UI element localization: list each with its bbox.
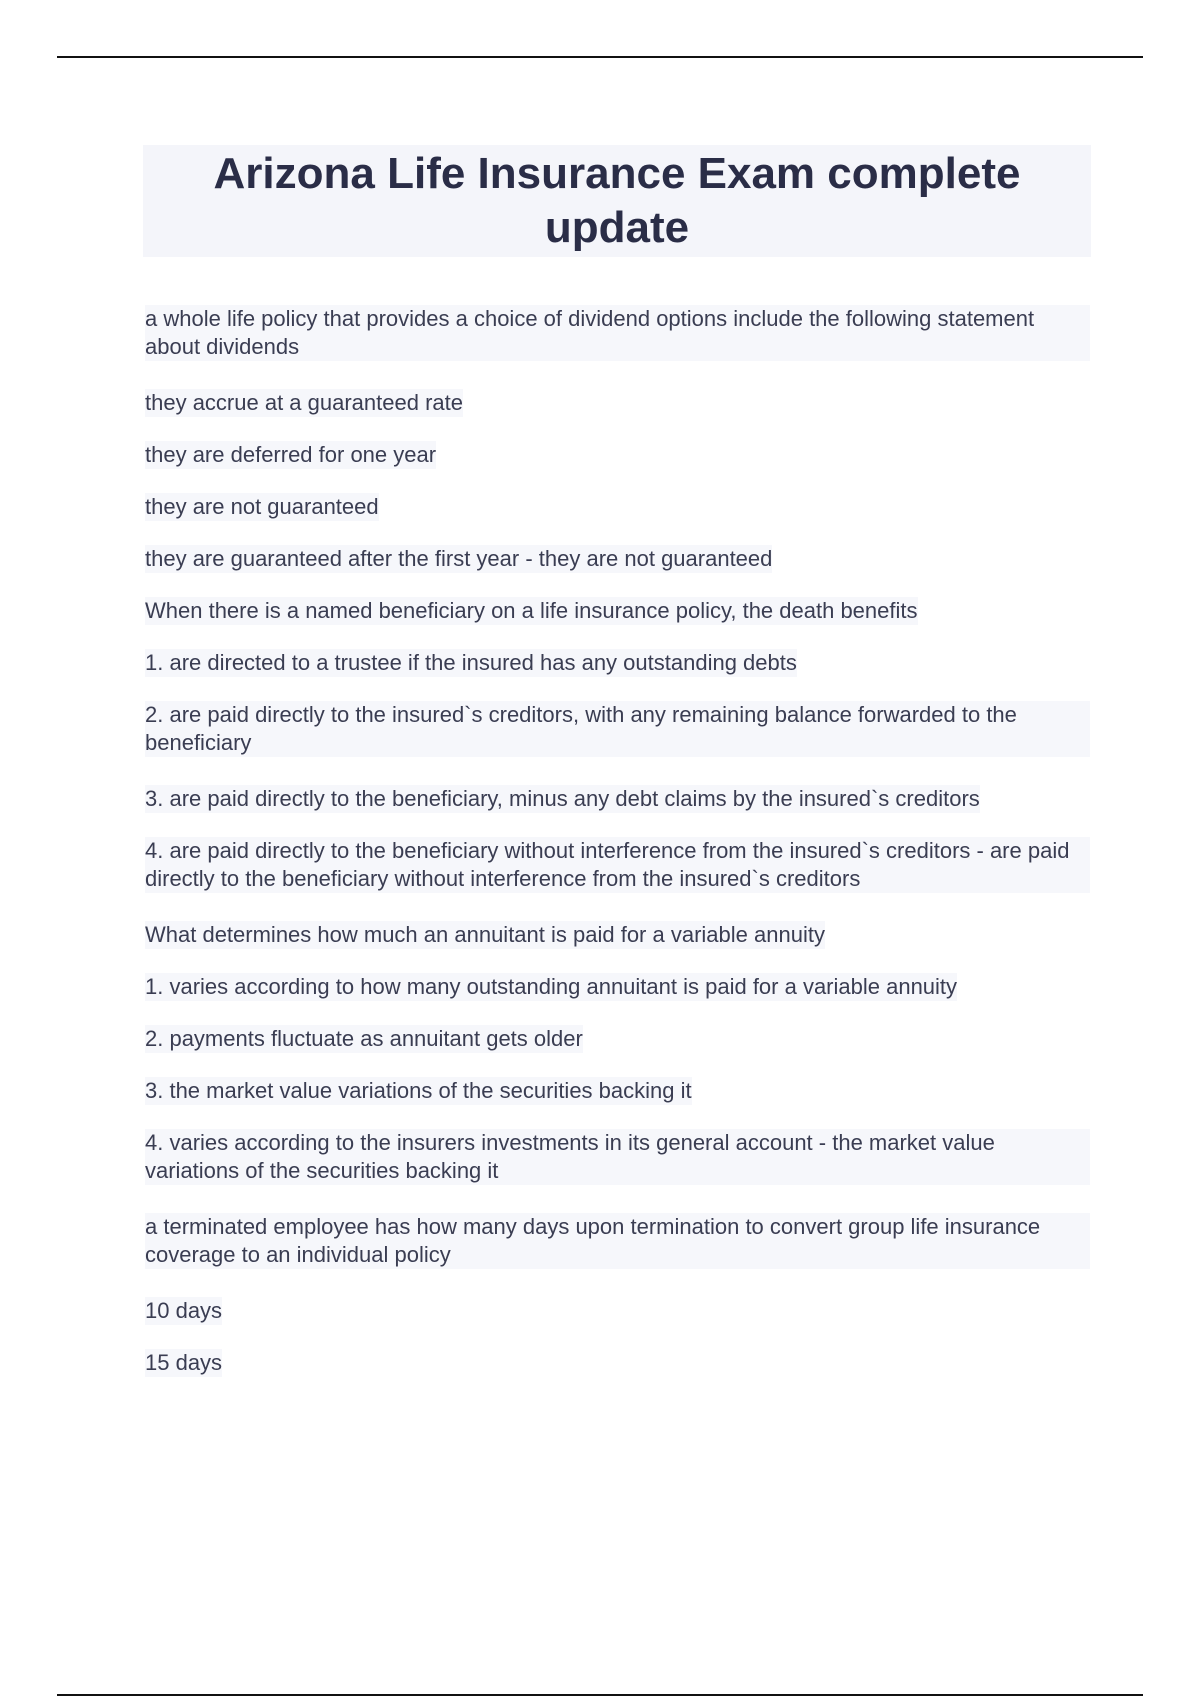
answer-option: 2. payments fluctuate as annuitant gets older xyxy=(145,1026,583,1051)
document-body xyxy=(145,305,1090,1401)
answer-option: they are not guaranteed xyxy=(145,494,379,519)
question-text: a whole life policy that provides a choice of dividend options include the following statement about dividends xyxy=(145,305,1090,361)
paragraph-row xyxy=(145,441,1090,469)
question-text: What determines how much an annuitant is paid for a variable annuity xyxy=(145,922,825,947)
answer-option: 15 days xyxy=(145,1350,223,1375)
paragraph-row xyxy=(145,389,1090,417)
paragraph-row xyxy=(145,973,1090,1001)
paragraph-row xyxy=(145,785,1090,813)
paragraph-row xyxy=(145,1025,1090,1053)
question-text: When there is a named beneficiary on a life insurance policy, the death benefits xyxy=(145,598,918,623)
answer-option: 3. the market value variations of the securities backing it xyxy=(145,1078,692,1103)
paragraph-row xyxy=(145,1349,1090,1377)
paragraph-row xyxy=(145,701,1090,757)
answer-option: they are deferred for one year xyxy=(145,442,437,467)
paragraph-row xyxy=(145,305,1090,361)
answer-option: 3. are paid directly to the beneficiary, minus any debt claims by the insured`s creditors xyxy=(145,786,980,811)
answer-option: they accrue at a guaranteed rate xyxy=(145,390,463,415)
bottom-divider xyxy=(57,1694,1143,1696)
paragraph-row xyxy=(145,921,1090,949)
paragraph-row xyxy=(145,649,1090,677)
paragraph-row xyxy=(145,1129,1090,1185)
top-divider xyxy=(57,56,1143,58)
answer-option: 2. are paid directly to the insured`s creditors, with any remaining balance forwarded to the beneficiary xyxy=(145,701,1090,757)
paragraph-row xyxy=(145,1297,1090,1325)
paragraph-row xyxy=(145,837,1090,893)
answer-option: they are guaranteed after the first year - they are not guaranteed xyxy=(145,546,773,571)
paragraph-row xyxy=(145,597,1090,625)
paragraph-row xyxy=(145,1077,1090,1105)
title-banner xyxy=(143,145,1091,257)
answer-option: 10 days xyxy=(145,1298,223,1323)
question-text: a terminated employee has how many days upon termination to convert group life insurance coverage to an individual policy xyxy=(145,1213,1090,1269)
paragraph-row xyxy=(145,493,1090,521)
answer-option: 1. are directed to a trustee if the insured has any outstanding debts xyxy=(145,650,797,675)
paragraph-row xyxy=(145,1213,1090,1269)
page-title: Arizona Life Insurance Exam complete update xyxy=(213,149,1021,252)
answer-option: 4. varies according to the insurers investments in its general account - the market value variations of the securities backing it xyxy=(145,1129,1090,1185)
paragraph-row xyxy=(145,545,1090,573)
answer-option: 4. are paid directly to the beneficiary without interference from the insured`s creditors - are paid directly to the beneficiary without interference from the insured`s creditors xyxy=(145,837,1090,893)
answer-option: 1. varies according to how many outstanding annuitant is paid for a variable annuity xyxy=(145,974,958,999)
